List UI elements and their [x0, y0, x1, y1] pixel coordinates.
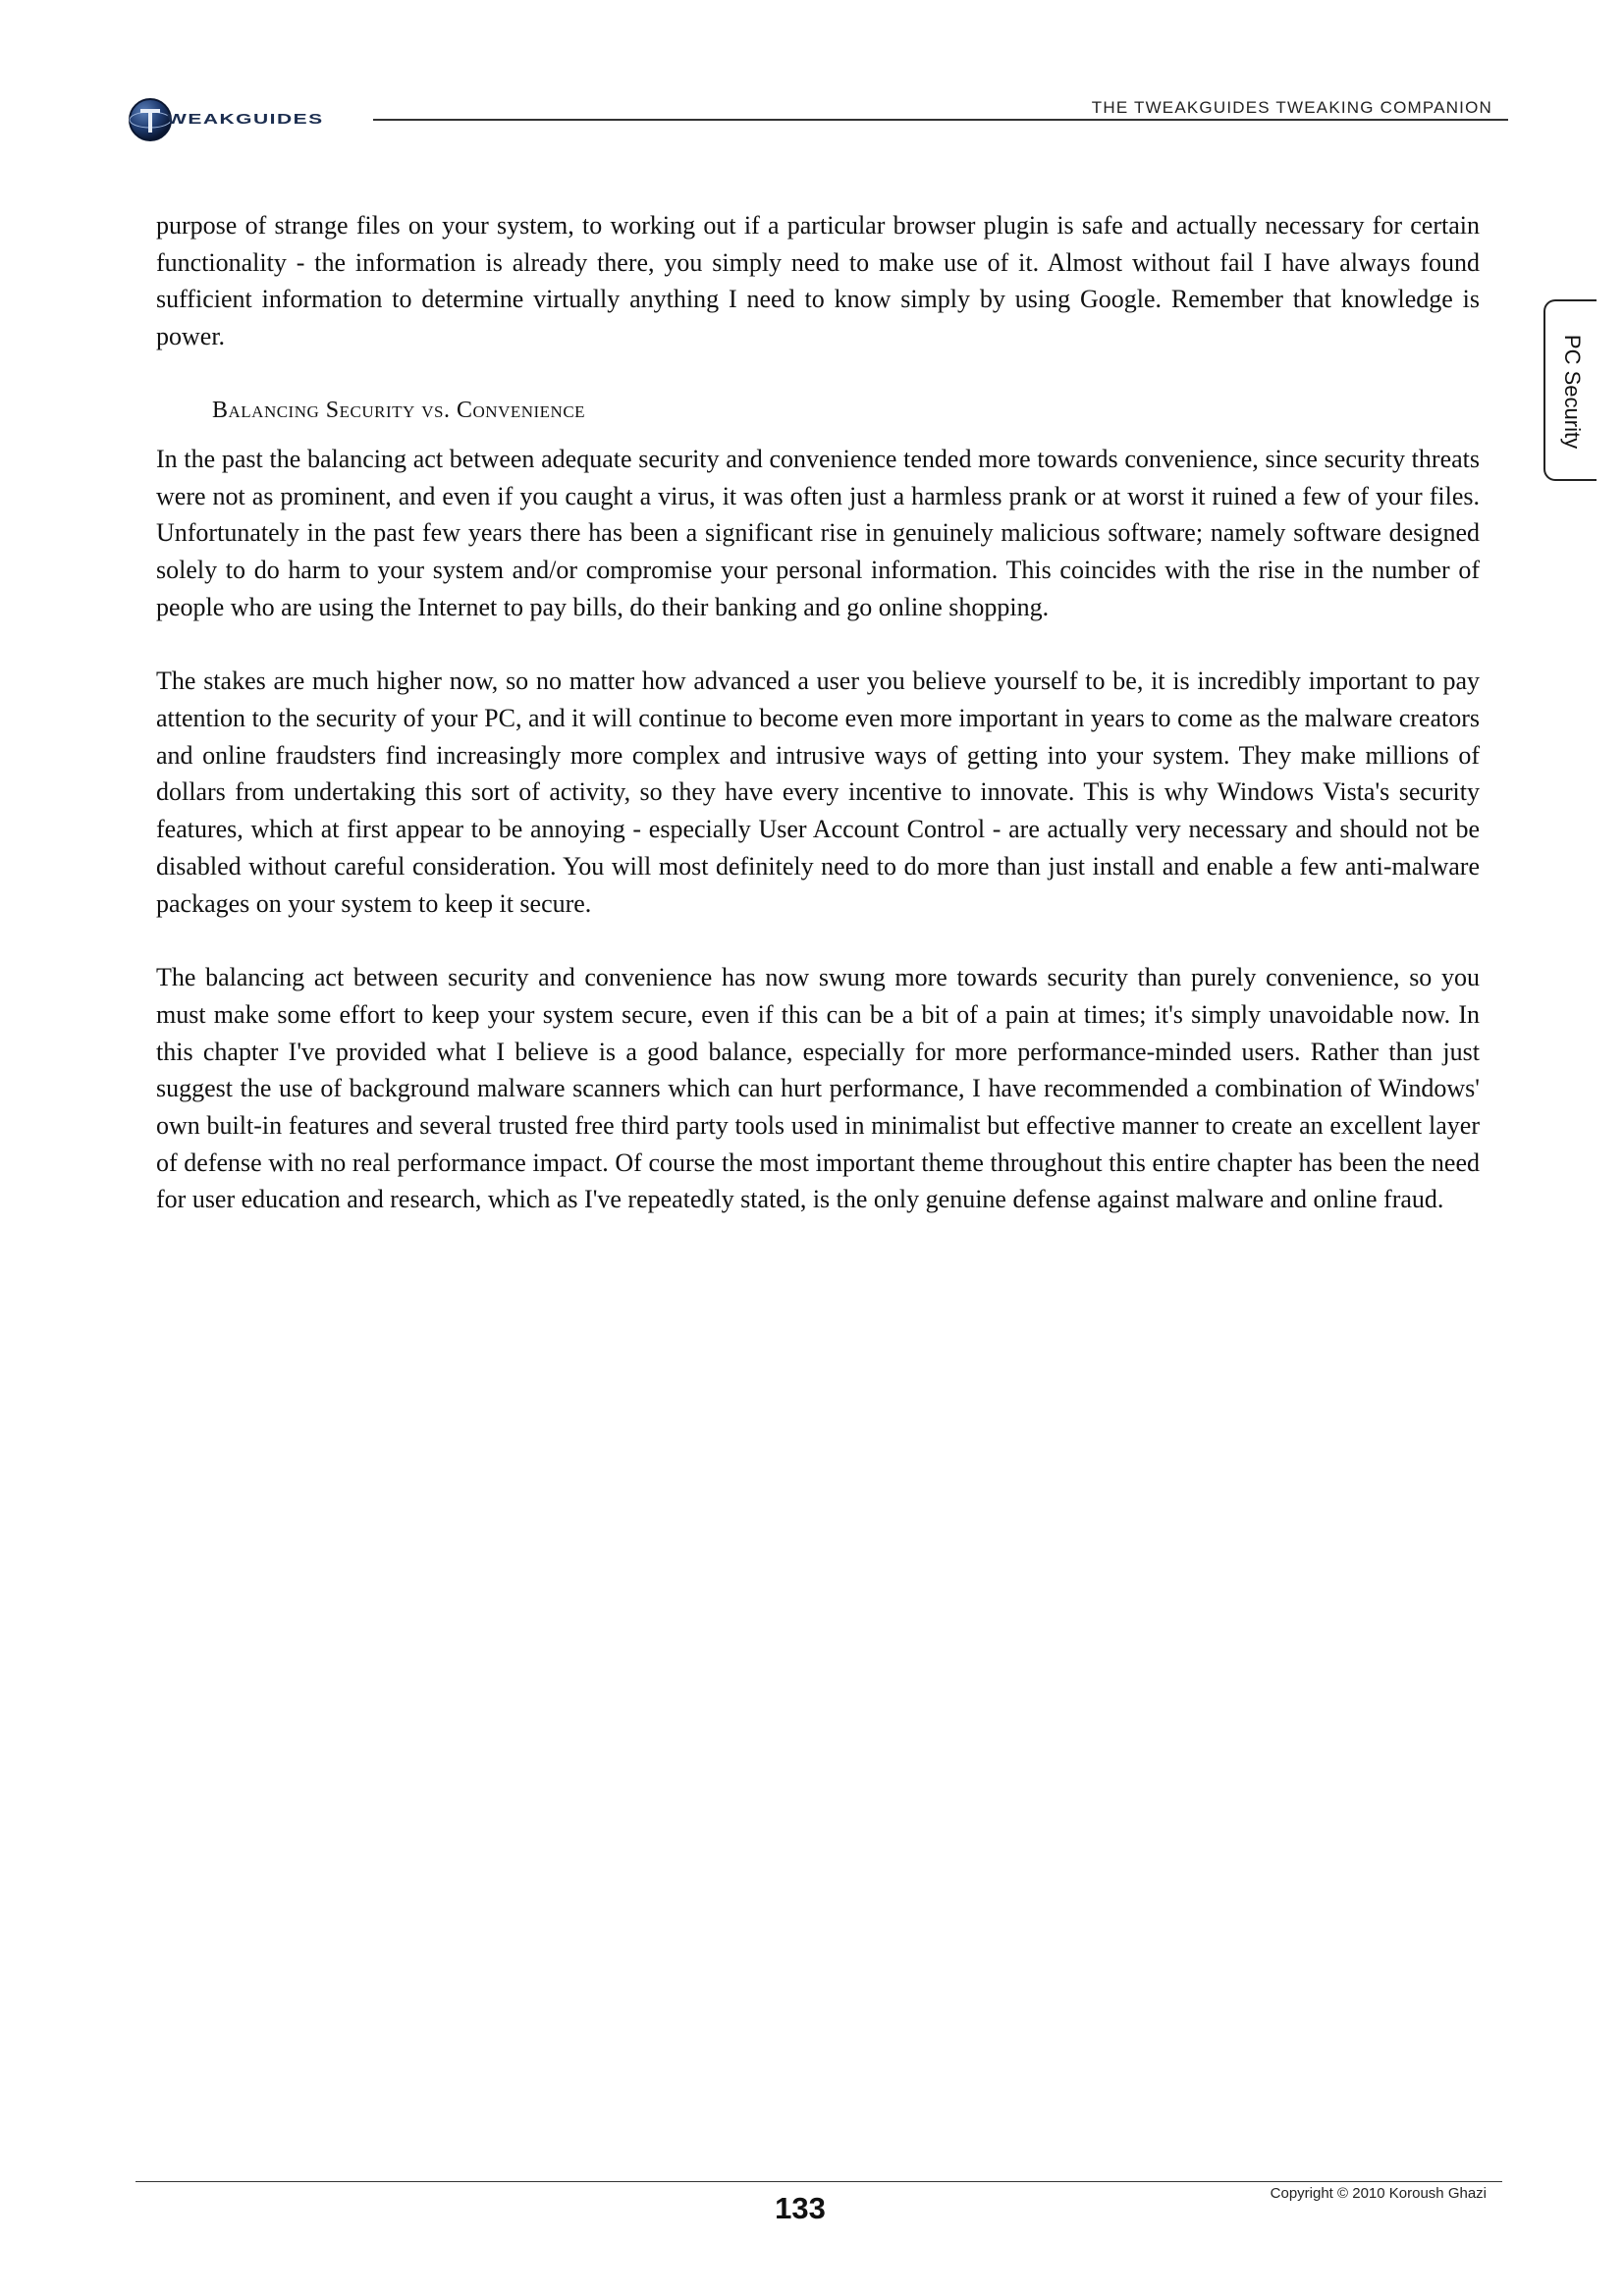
body-paragraph: In the past the balancing act between adequate security and convenience tended more towards convenience, since security threats were not as prominent, and even if you caught a virus, it was often just a harmless prank or at worst it ruined a few of your files. Unfortunately in the past few years there has been a significant rise in genuinely malicious software; namely software designed solely to do harm to your system and/or compromise your personal information. This coincides with the rise in the number of people who are using the Internet to pay bills, do their banking and go online shopping. — [156, 444, 1480, 621]
footer-rule — [135, 2181, 1502, 2182]
copyright-notice: Copyright © 2010 Koroush Ghazi — [1270, 2185, 1487, 2202]
body-paragraph: The stakes are much higher now, so no matter how advanced a user you believe yourself to be, it is incredibly important to pay attention to the security of your PC, and it will continue to become even more important in years to come as the malware creators and online fraudsters find increasingly more complex and intrusive ways of getting into your system. They make millions of dollars from undertaking this sort of activity, so they have every incentive to innovate. This is why Windows Vista's security features, which at first appear to be annoying - especially User Account Control - are actually very necessary and should not be disabled without careful consideration. You will most definitely need to do more than just install and enable a few anti-malware packages on your system to keep it secure. — [156, 667, 1480, 918]
running-title: THE TWEAKGUIDES TWEAKING COMPANION — [1091, 98, 1492, 117]
tweakguides-logo — [128, 94, 363, 145]
intro-paragraph: purpose of strange files on your system, to working out if a particular browser plugin is safe and actually necessary for certain functionality - the information is already there, you simply need to make use of it. Almost without fail I have always found sufficient information to determine virtually anything I need to know simply by using Google. Remember that knowledge is power. — [156, 211, 1480, 351]
section-heading: Balancing Security vs. Convenience — [212, 397, 586, 423]
page-number: 133 — [775, 2191, 826, 2225]
header-rule — [373, 119, 1508, 121]
chapter-tab-label: PC Security — [1560, 334, 1585, 450]
chapter-tab — [1543, 299, 1597, 481]
body-paragraph: The balancing act between security and convenience has now swung more towards security than purely convenience, so you must make some effort to keep your system secure, even if this can be a bit of a pain at times; it's simply unavoidable now. In this chapter I've provided what I believe is a good balance, especially for more performance-minded users. Rather than just suggest the use of background malware scanners which can hurt performance, I have recommended a combination of Windows' own built-in features and several trusted free third party tools used in minimalist but effective manner to create an excellent layer of defense with no real performance impact. Of course the most important theme throughout this entire chapter has been the need for user education and research, which as I've repeatedly stated, is the only genuine defense against malware and online fraud. — [156, 963, 1480, 1214]
page-body — [156, 207, 1480, 1255]
logo-wordmark: WEAKGUIDES — [167, 111, 324, 128]
